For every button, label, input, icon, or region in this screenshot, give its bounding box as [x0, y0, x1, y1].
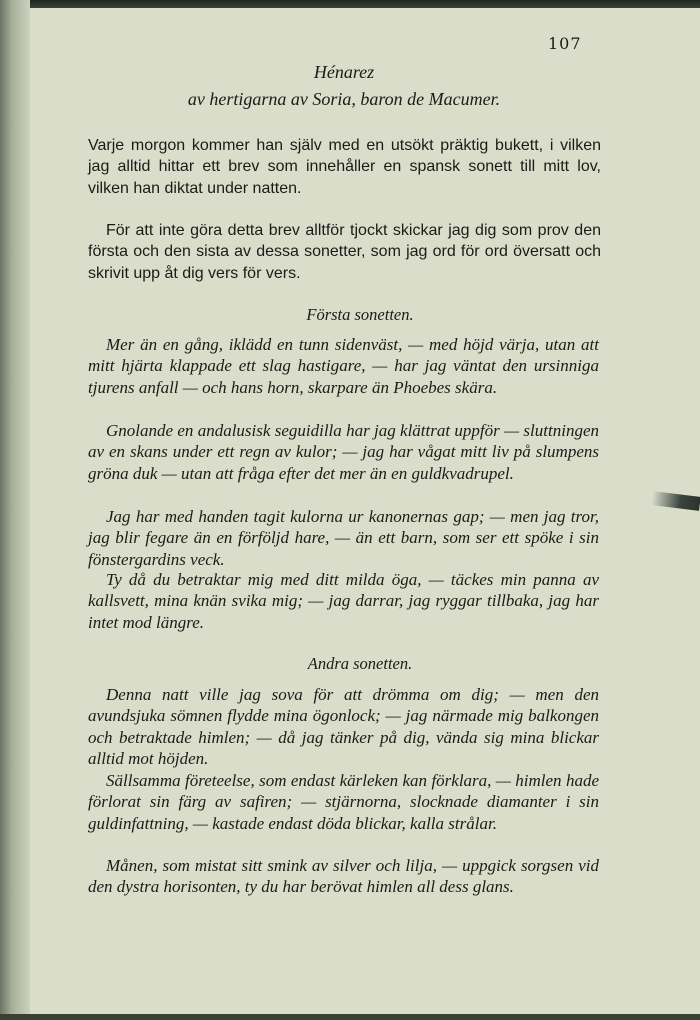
sonnet-stanza: Sällsamma företeelse, som endast kärleken kan förklara, — himlen hade förlorat sin färg av safiren; — stjärnorna, slocknade diamanter i sin guldinfattning, — kastade endast döda blickar, kalla strålar. [88, 771, 599, 833]
sonnet-stanza: Gnolande en andalusisk seguidilla har jag klättrat uppför — sluttningen av en skans under ett regn av kulor; — jag har vågat mitt liv på slumpens gröna duk — utan att fråga efter det mer än en guldkvadrupel. [88, 421, 599, 483]
sonnet-title: Andra sonetten. [307, 654, 413, 673]
sonnet-stanza: Ty då du betraktar mig med ditt milda öga, — täckes min panna av kallsvett, mina knän svika mig; — jag darrar, jag ryggar tillbaka, jag har intet mod längre. [88, 570, 599, 632]
page-bottom-edge [0, 1014, 700, 1020]
sonnet-stanza: Mer än en gång, iklädd en tunn sidenväst, — med höjd värja, utan att mitt hjärta klappade ett slag hastigare, — har jag väntat den ursinniga tjurens anfall — och hans horn, skarpare än Phoebes skära. [88, 335, 599, 397]
signature-title: av hertigarna av Soria, baron de Macumer. [187, 89, 501, 109]
sonnet-stanza: Jag har med handen tagit kulorna ur kanonernas gap; — men jag tror, jag blir fegare än en förföljd hare, — än ett barn, som ser ett spöke i sin fönstergardins veck. [88, 507, 599, 569]
body-paragraph: Varje morgon kommer han själv med en utsökt präktig bukett, i vilken jag alltid hittar ett brev som innehåller en spansk sonett till mitt lov, vilken han diktat under natten. [88, 137, 601, 197]
page-top-edge [0, 0, 700, 8]
sonnet-stanza: Månen, som mistat sitt smink av silver och lilja, — uppgick sorgsen vid den dystra horisonten, ty du har berövat himlen all dess glans. [88, 856, 599, 897]
page-gutter-shadow [0, 0, 30, 1020]
bookmark-ribbon [651, 491, 700, 511]
body-paragraph: För att inte göra detta brev alltför tjockt skickar jag dig som prov den första och den sista av dessa sonetter, som jag ord för ord översatt och skrivit upp åt dig vers för vers. [88, 222, 601, 282]
page-number: 107 [548, 34, 582, 53]
sonnet-stanza: Denna natt ville jag sova för att drömma om dig; — men den avundsjuka sömnen flydde mina ögonlock; — jag närmade mig balkongen och betraktade himlen; — då jag tänker på dig, vända sig mina blickar alltid mot höjden. [88, 685, 599, 769]
signature-name: Hénarez [313, 62, 375, 82]
sonnet-title: Första sonetten. [306, 305, 414, 324]
